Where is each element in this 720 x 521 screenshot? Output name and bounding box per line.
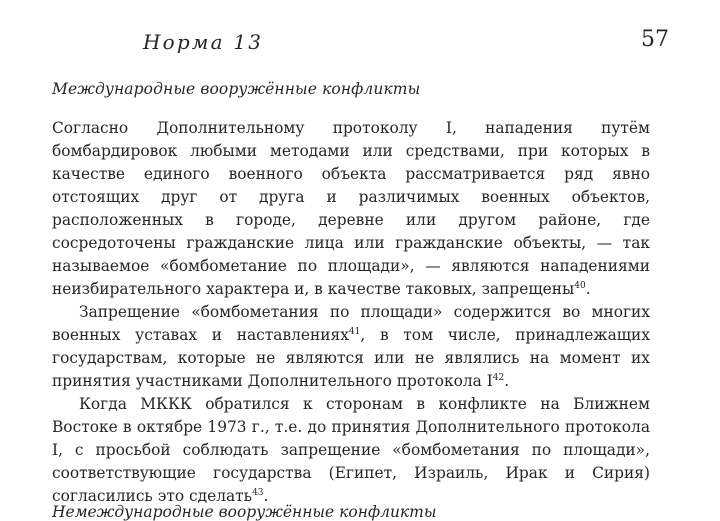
footnote-ref-41[interactable]: 41 — [348, 327, 361, 337]
running-title: Норма 13 — [143, 30, 264, 54]
paragraph-1 — [52, 117, 650, 301]
body-text — [52, 117, 650, 508]
paragraph-1-text: Согласно Дополнительному протоколу I, нападения путём бомбардировок любыми методами или средствами, при которых в качестве единого военного объекта рассматривается ряд явно отстоящих друг от друга и различимых военных объектов, расположенных в городе, деревне или другом районе, где сосредоточены гражданские лица или гражданские объекты, — так называемое «бомбометание по площади», — являются нападениями неизбирательного характера и, в качестве таковых, запрещены — [52, 119, 650, 298]
section-heading: Международные вооружённые конфликты — [52, 80, 421, 98]
footnote-ref-42[interactable]: 42 — [492, 373, 505, 383]
paragraph-2-text-b: , в том числе, принадлежащих государствам, которые не являются или не являлись на момент их принятия участниками Дополнительного протокола I — [52, 326, 650, 390]
paragraph-2 — [52, 301, 650, 393]
paragraph-3-end: . — [263, 487, 269, 505]
paragraph-3 — [52, 393, 650, 508]
page-number: 57 — [641, 27, 669, 52]
paragraph-2-end: . — [504, 372, 510, 390]
paragraph-3-text: Когда МККК обратился к сторонам в конфликте на Ближнем Востоке в октябре 1973 г., т.е. до принятия Дополнительного протокола I, с просьбой соблюдать запрещение «бомбометания по площади», соответствующие государства (Египет, Израиль, Ирак и Сирия) согласились это сделать — [52, 395, 650, 505]
footnote-ref-40[interactable]: 40 — [574, 281, 586, 291]
footnote-ref-43[interactable]: 43 — [252, 488, 264, 498]
next-section-heading: Немеждународные вооружённые конфликты — [52, 503, 437, 521]
paragraph-1-end: . — [585, 280, 591, 298]
paragraph-2-text-a: Запрещение «бомбометания по площади» содержится во многих военных уставах и наставлениях — [52, 303, 650, 344]
